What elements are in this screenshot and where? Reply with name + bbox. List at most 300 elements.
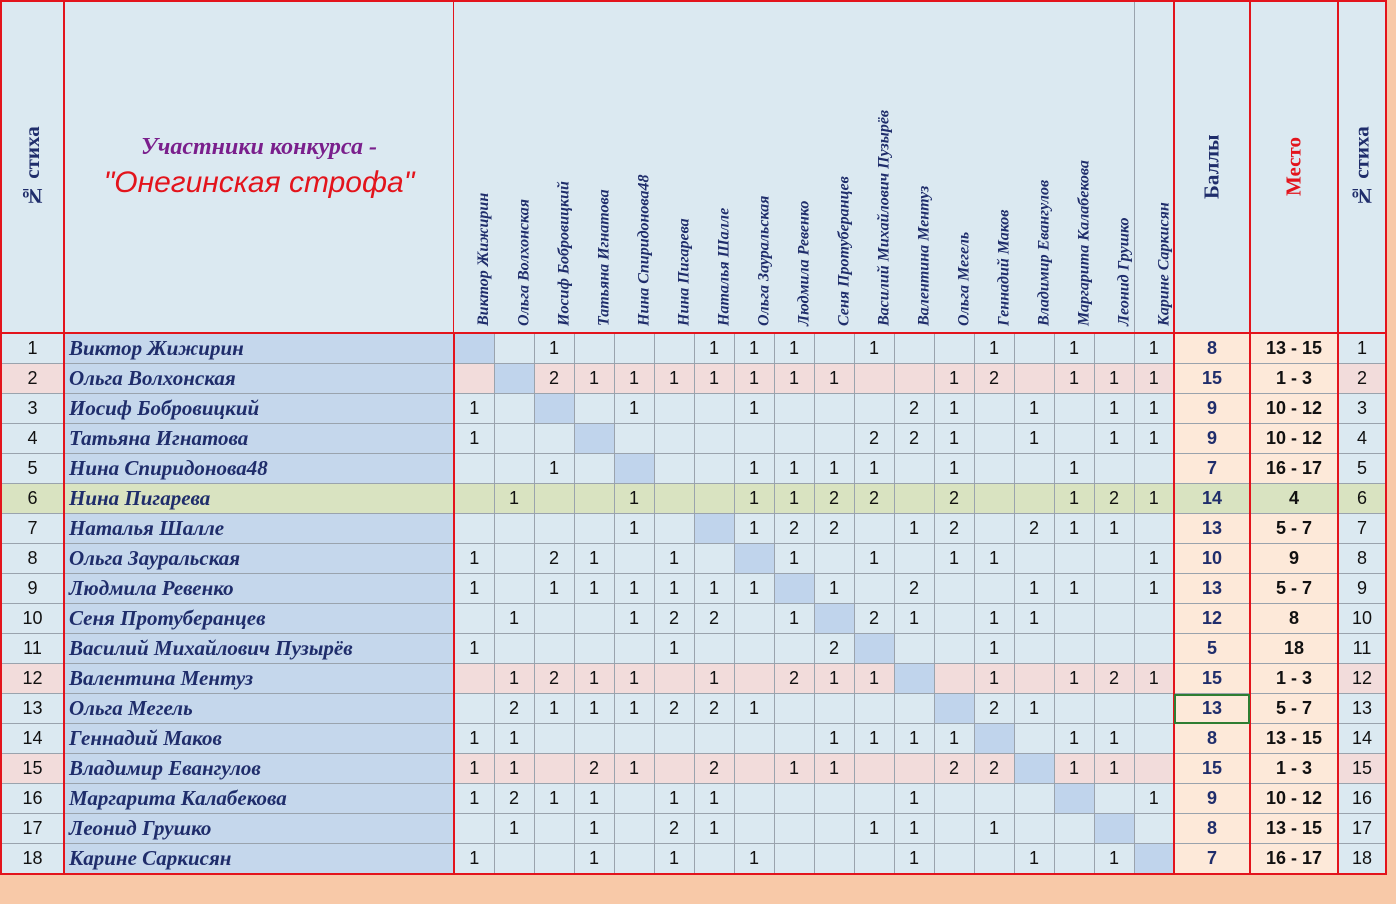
vote-cell[interactable] <box>1014 544 1054 574</box>
row-number-cell[interactable]: 5 <box>1 454 64 484</box>
vote-cell[interactable] <box>974 724 1014 754</box>
vote-cell[interactable] <box>494 364 534 394</box>
vote-cell[interactable]: 1 <box>894 784 934 814</box>
vote-cell[interactable]: 2 <box>814 634 854 664</box>
vote-cell[interactable]: 1 <box>934 394 974 424</box>
vote-cell[interactable] <box>534 604 574 634</box>
vote-cell[interactable] <box>974 574 1014 604</box>
vote-cell[interactable] <box>894 754 934 784</box>
vote-cell[interactable] <box>774 424 814 454</box>
participant-name-cell[interactable]: Владимир Евангулов <box>64 754 454 784</box>
vote-cell[interactable] <box>494 424 534 454</box>
row-number-cell[interactable]: 15 <box>1 754 64 784</box>
row-number-right-cell[interactable]: 3 <box>1338 394 1386 424</box>
vote-cell[interactable] <box>534 514 574 544</box>
score-cell[interactable]: 13 <box>1174 574 1250 604</box>
vote-cell[interactable]: 1 <box>934 544 974 574</box>
vote-cell[interactable]: 1 <box>774 604 814 634</box>
header-participant-14[interactable]: Геннадий Маков <box>974 1 1014 333</box>
vote-cell[interactable] <box>1054 634 1094 664</box>
vote-cell[interactable] <box>1054 424 1094 454</box>
row-number-cell[interactable]: 3 <box>1 394 64 424</box>
vote-cell[interactable]: 1 <box>1134 394 1174 424</box>
vote-cell[interactable]: 1 <box>574 544 614 574</box>
place-cell[interactable]: 1 - 3 <box>1250 364 1338 394</box>
vote-cell[interactable]: 2 <box>894 574 934 604</box>
vote-cell[interactable] <box>734 424 774 454</box>
vote-cell[interactable] <box>454 664 494 694</box>
vote-cell[interactable]: 1 <box>1054 664 1094 694</box>
vote-cell[interactable]: 2 <box>974 364 1014 394</box>
row-number-right-cell[interactable]: 15 <box>1338 754 1386 784</box>
vote-cell[interactable]: 1 <box>974 333 1014 364</box>
vote-cell[interactable]: 2 <box>574 754 614 784</box>
row-number-right-cell[interactable]: 9 <box>1338 574 1386 604</box>
participant-name-cell[interactable]: Иосиф Бобровицкий <box>64 394 454 424</box>
vote-cell[interactable] <box>534 724 574 754</box>
vote-cell[interactable]: 1 <box>734 484 774 514</box>
vote-cell[interactable] <box>854 694 894 724</box>
vote-cell[interactable]: 2 <box>694 604 734 634</box>
vote-cell[interactable]: 1 <box>774 333 814 364</box>
vote-cell[interactable] <box>574 484 614 514</box>
vote-cell[interactable] <box>574 394 614 424</box>
vote-cell[interactable] <box>814 394 854 424</box>
row-number-cell[interactable]: 12 <box>1 664 64 694</box>
vote-cell[interactable] <box>934 844 974 875</box>
vote-cell[interactable]: 1 <box>654 544 694 574</box>
vote-cell[interactable]: 1 <box>814 724 854 754</box>
vote-cell[interactable] <box>1014 484 1054 514</box>
vote-cell[interactable] <box>534 814 574 844</box>
vote-cell[interactable]: 2 <box>934 514 974 544</box>
vote-cell[interactable]: 1 <box>1054 333 1094 364</box>
vote-cell[interactable]: 1 <box>1054 574 1094 604</box>
vote-cell[interactable] <box>1054 814 1094 844</box>
vote-cell[interactable]: 1 <box>814 664 854 694</box>
row-number-right-cell[interactable]: 16 <box>1338 784 1386 814</box>
vote-cell[interactable] <box>854 634 894 664</box>
vote-cell[interactable] <box>894 694 934 724</box>
vote-cell[interactable]: 2 <box>854 484 894 514</box>
row-number-right-cell[interactable]: 4 <box>1338 424 1386 454</box>
vote-cell[interactable] <box>1134 604 1174 634</box>
vote-cell[interactable]: 1 <box>454 784 494 814</box>
vote-cell[interactable]: 1 <box>774 364 814 394</box>
vote-cell[interactable] <box>574 454 614 484</box>
vote-cell[interactable] <box>814 544 854 574</box>
vote-cell[interactable] <box>894 454 934 484</box>
vote-cell[interactable] <box>1094 574 1134 604</box>
vote-cell[interactable] <box>1134 694 1174 724</box>
vote-cell[interactable]: 1 <box>574 844 614 875</box>
vote-cell[interactable]: 1 <box>1054 364 1094 394</box>
participant-name-cell[interactable]: Татьяна Игнатова <box>64 424 454 454</box>
vote-cell[interactable]: 1 <box>974 634 1014 664</box>
vote-cell[interactable] <box>694 484 734 514</box>
vote-cell[interactable]: 1 <box>854 454 894 484</box>
vote-cell[interactable]: 1 <box>1054 484 1094 514</box>
vote-cell[interactable] <box>854 784 894 814</box>
place-cell[interactable]: 13 - 15 <box>1250 333 1338 364</box>
row-number-cell[interactable]: 16 <box>1 784 64 814</box>
vote-cell[interactable] <box>934 694 974 724</box>
place-cell[interactable]: 18 <box>1250 634 1338 664</box>
vote-cell[interactable] <box>574 724 614 754</box>
vote-cell[interactable] <box>814 604 854 634</box>
vote-cell[interactable]: 1 <box>494 604 534 634</box>
vote-cell[interactable]: 2 <box>694 694 734 724</box>
place-cell[interactable]: 9 <box>1250 544 1338 574</box>
vote-cell[interactable] <box>654 514 694 544</box>
vote-cell[interactable] <box>1134 814 1174 844</box>
vote-cell[interactable] <box>854 574 894 604</box>
vote-cell[interactable] <box>1014 814 1054 844</box>
vote-cell[interactable] <box>734 634 774 664</box>
row-number-right-cell[interactable]: 14 <box>1338 724 1386 754</box>
vote-cell[interactable]: 1 <box>654 784 694 814</box>
vote-cell[interactable] <box>694 424 734 454</box>
vote-cell[interactable] <box>734 784 774 814</box>
vote-cell[interactable] <box>454 694 494 724</box>
vote-cell[interactable] <box>654 484 694 514</box>
vote-cell[interactable] <box>774 784 814 814</box>
vote-cell[interactable] <box>934 784 974 814</box>
header-participant-5[interactable]: Нина Спиридонова48 <box>614 1 654 333</box>
header-participant-17[interactable]: Леонид Грушко <box>1094 1 1134 333</box>
vote-cell[interactable] <box>814 424 854 454</box>
row-number-cell[interactable]: 1 <box>1 333 64 364</box>
vote-cell[interactable]: 2 <box>494 694 534 724</box>
vote-cell[interactable]: 1 <box>454 574 494 604</box>
vote-cell[interactable] <box>654 454 694 484</box>
vote-cell[interactable] <box>1094 604 1134 634</box>
vote-cell[interactable]: 1 <box>574 784 614 814</box>
vote-cell[interactable] <box>454 484 494 514</box>
vote-cell[interactable]: 1 <box>694 784 734 814</box>
vote-cell[interactable]: 1 <box>494 724 534 754</box>
vote-cell[interactable]: 1 <box>934 424 974 454</box>
row-number-cell[interactable]: 8 <box>1 544 64 574</box>
vote-cell[interactable] <box>574 604 614 634</box>
vote-cell[interactable]: 1 <box>574 664 614 694</box>
participant-name-cell[interactable]: Карине Саркисян <box>64 844 454 875</box>
vote-cell[interactable] <box>1134 454 1174 484</box>
vote-cell[interactable] <box>734 604 774 634</box>
vote-cell[interactable] <box>614 814 654 844</box>
vote-cell[interactable] <box>974 424 1014 454</box>
vote-cell[interactable] <box>814 694 854 724</box>
vote-cell[interactable] <box>734 724 774 754</box>
header-participant-3[interactable]: Иосиф Бобровицкий <box>534 1 574 333</box>
vote-cell[interactable] <box>454 364 494 394</box>
vote-cell[interactable]: 1 <box>734 364 774 394</box>
vote-cell[interactable]: 1 <box>494 754 534 784</box>
vote-cell[interactable]: 1 <box>894 604 934 634</box>
vote-cell[interactable]: 1 <box>1134 484 1174 514</box>
vote-cell[interactable] <box>934 574 974 604</box>
vote-cell[interactable] <box>734 544 774 574</box>
row-number-cell[interactable]: 2 <box>1 364 64 394</box>
vote-cell[interactable]: 1 <box>1094 514 1134 544</box>
vote-cell[interactable]: 1 <box>1094 364 1134 394</box>
header-participant-15[interactable]: Владимир Евангулов <box>1014 1 1054 333</box>
vote-cell[interactable] <box>974 514 1014 544</box>
vote-cell[interactable] <box>1094 333 1134 364</box>
title-cell[interactable] <box>64 1 454 333</box>
vote-cell[interactable]: 2 <box>694 754 734 784</box>
vote-cell[interactable] <box>934 664 974 694</box>
vote-cell[interactable]: 1 <box>534 784 574 814</box>
score-cell[interactable]: 9 <box>1174 784 1250 814</box>
vote-cell[interactable]: 1 <box>694 364 734 394</box>
row-number-cell[interactable]: 17 <box>1 814 64 844</box>
vote-cell[interactable]: 2 <box>774 664 814 694</box>
vote-cell[interactable] <box>534 424 574 454</box>
vote-cell[interactable] <box>1094 544 1134 574</box>
place-cell[interactable]: 1 - 3 <box>1250 664 1338 694</box>
vote-cell[interactable] <box>774 844 814 875</box>
vote-cell[interactable] <box>974 844 1014 875</box>
header-participant-13[interactable]: Ольга Мегель <box>934 1 974 333</box>
vote-cell[interactable] <box>814 814 854 844</box>
vote-cell[interactable]: 1 <box>1134 424 1174 454</box>
vote-cell[interactable] <box>454 604 494 634</box>
vote-cell[interactable]: 1 <box>574 364 614 394</box>
place-cell[interactable]: 13 - 15 <box>1250 814 1338 844</box>
row-number-cell[interactable]: 4 <box>1 424 64 454</box>
vote-cell[interactable] <box>894 364 934 394</box>
vote-cell[interactable]: 2 <box>814 484 854 514</box>
vote-cell[interactable] <box>534 484 574 514</box>
vote-cell[interactable]: 1 <box>574 574 614 604</box>
vote-cell[interactable] <box>1134 634 1174 664</box>
place-cell[interactable]: 1 - 3 <box>1250 754 1338 784</box>
vote-cell[interactable]: 2 <box>974 694 1014 724</box>
vote-cell[interactable] <box>574 514 614 544</box>
vote-cell[interactable]: 2 <box>494 784 534 814</box>
vote-cell[interactable] <box>494 634 534 664</box>
participant-name-cell[interactable]: Виктор Жижирин <box>64 333 454 364</box>
row-number-right-cell[interactable]: 6 <box>1338 484 1386 514</box>
vote-cell[interactable] <box>614 333 654 364</box>
vote-cell[interactable]: 1 <box>1054 724 1094 754</box>
vote-cell[interactable] <box>694 844 734 875</box>
vote-cell[interactable]: 1 <box>1054 754 1094 784</box>
participant-name-cell[interactable]: Геннадий Маков <box>64 724 454 754</box>
place-cell[interactable]: 16 - 17 <box>1250 844 1338 875</box>
vote-cell[interactable] <box>694 724 734 754</box>
vote-cell[interactable]: 1 <box>694 574 734 604</box>
vote-cell[interactable]: 1 <box>1094 724 1134 754</box>
row-number-right-cell[interactable]: 17 <box>1338 814 1386 844</box>
vote-cell[interactable]: 1 <box>1014 394 1054 424</box>
vote-cell[interactable]: 1 <box>854 544 894 574</box>
score-cell[interactable]: 15 <box>1174 754 1250 784</box>
vote-cell[interactable] <box>1054 694 1094 724</box>
vote-cell[interactable]: 1 <box>974 664 1014 694</box>
vote-cell[interactable] <box>894 333 934 364</box>
vote-cell[interactable]: 1 <box>1134 364 1174 394</box>
place-cell[interactable]: 5 - 7 <box>1250 514 1338 544</box>
vote-cell[interactable] <box>934 814 974 844</box>
vote-cell[interactable] <box>894 634 934 664</box>
vote-cell[interactable]: 1 <box>494 484 534 514</box>
vote-cell[interactable] <box>774 814 814 844</box>
vote-cell[interactable]: 2 <box>1094 484 1134 514</box>
score-cell[interactable]: 15 <box>1174 364 1250 394</box>
vote-cell[interactable] <box>694 454 734 484</box>
vote-cell[interactable]: 1 <box>1094 424 1134 454</box>
participant-name-cell[interactable]: Василий Михайлович Пузырёв <box>64 634 454 664</box>
row-number-cell[interactable]: 13 <box>1 694 64 724</box>
vote-cell[interactable]: 1 <box>454 724 494 754</box>
score-cell[interactable]: 14 <box>1174 484 1250 514</box>
vote-cell[interactable] <box>614 424 654 454</box>
score-cell[interactable]: 12 <box>1174 604 1250 634</box>
vote-cell[interactable] <box>974 394 1014 424</box>
vote-cell[interactable] <box>454 814 494 844</box>
vote-cell[interactable]: 1 <box>854 333 894 364</box>
vote-cell[interactable]: 1 <box>894 844 934 875</box>
vote-cell[interactable]: 1 <box>1134 333 1174 364</box>
vote-cell[interactable]: 1 <box>814 364 854 394</box>
vote-cell[interactable] <box>814 844 854 875</box>
vote-cell[interactable] <box>1054 544 1094 574</box>
vote-cell[interactable] <box>1134 724 1174 754</box>
vote-cell[interactable] <box>1054 784 1094 814</box>
vote-cell[interactable] <box>654 754 694 784</box>
vote-cell[interactable]: 1 <box>694 664 734 694</box>
participant-name-cell[interactable]: Наталья Шалле <box>64 514 454 544</box>
vote-cell[interactable]: 1 <box>1094 754 1134 784</box>
vote-cell[interactable] <box>694 514 734 544</box>
vote-cell[interactable]: 1 <box>654 634 694 664</box>
vote-cell[interactable] <box>774 574 814 604</box>
vote-cell[interactable]: 2 <box>654 604 694 634</box>
vote-cell[interactable] <box>534 754 574 784</box>
vote-cell[interactable] <box>654 333 694 364</box>
vote-cell[interactable]: 1 <box>454 634 494 664</box>
vote-cell[interactable]: 1 <box>454 844 494 875</box>
vote-cell[interactable]: 1 <box>934 454 974 484</box>
place-cell[interactable]: 16 - 17 <box>1250 454 1338 484</box>
place-cell[interactable]: 5 - 7 <box>1250 574 1338 604</box>
vote-cell[interactable] <box>494 454 534 484</box>
vote-cell[interactable] <box>614 634 654 664</box>
participant-name-cell[interactable]: Леонид Грушко <box>64 814 454 844</box>
vote-cell[interactable]: 1 <box>614 364 654 394</box>
row-number-right-cell[interactable]: 11 <box>1338 634 1386 664</box>
vote-cell[interactable] <box>774 634 814 664</box>
vote-cell[interactable]: 1 <box>1014 574 1054 604</box>
score-cell[interactable]: 5 <box>1174 634 1250 664</box>
vote-cell[interactable]: 1 <box>974 814 1014 844</box>
vote-cell[interactable] <box>854 514 894 544</box>
vote-cell[interactable]: 1 <box>454 424 494 454</box>
vote-cell[interactable]: 1 <box>774 754 814 784</box>
header-participant-10[interactable]: Сеня Протуберанцев <box>814 1 854 333</box>
vote-cell[interactable]: 1 <box>974 604 1014 634</box>
vote-cell[interactable] <box>734 814 774 844</box>
participant-name-cell[interactable]: Ольга Мегель <box>64 694 454 724</box>
vote-cell[interactable]: 1 <box>1054 454 1094 484</box>
vote-cell[interactable]: 1 <box>814 574 854 604</box>
vote-cell[interactable]: 1 <box>734 844 774 875</box>
score-cell[interactable]: 13 <box>1174 694 1250 724</box>
header-participant-12[interactable]: Валентина Ментуз <box>894 1 934 333</box>
vote-cell[interactable] <box>774 394 814 424</box>
vote-cell[interactable] <box>894 544 934 574</box>
vote-cell[interactable]: 1 <box>974 544 1014 574</box>
place-cell[interactable]: 10 - 12 <box>1250 394 1338 424</box>
row-number-cell[interactable]: 7 <box>1 514 64 544</box>
vote-cell[interactable] <box>534 844 574 875</box>
place-cell[interactable]: 10 - 12 <box>1250 424 1338 454</box>
vote-cell[interactable] <box>854 364 894 394</box>
vote-cell[interactable]: 2 <box>534 664 574 694</box>
vote-cell[interactable] <box>814 784 854 814</box>
vote-cell[interactable] <box>494 544 534 574</box>
vote-cell[interactable]: 2 <box>894 424 934 454</box>
vote-cell[interactable]: 1 <box>614 574 654 604</box>
row-number-cell[interactable]: 10 <box>1 604 64 634</box>
vote-cell[interactable] <box>454 333 494 364</box>
participant-name-cell[interactable]: Маргарита Калабекова <box>64 784 454 814</box>
vote-cell[interactable] <box>494 514 534 544</box>
vote-cell[interactable]: 1 <box>854 814 894 844</box>
vote-cell[interactable]: 1 <box>1094 394 1134 424</box>
vote-cell[interactable] <box>1094 814 1134 844</box>
vote-cell[interactable]: 2 <box>1094 664 1134 694</box>
vote-cell[interactable] <box>454 514 494 544</box>
vote-cell[interactable] <box>574 333 614 364</box>
vote-cell[interactable] <box>1094 694 1134 724</box>
vote-cell[interactable] <box>734 754 774 784</box>
vote-cell[interactable] <box>1094 784 1134 814</box>
vote-cell[interactable]: 1 <box>1014 424 1054 454</box>
vote-cell[interactable]: 1 <box>1014 844 1054 875</box>
row-number-right-cell[interactable]: 13 <box>1338 694 1386 724</box>
participant-name-cell[interactable]: Нина Спиридонова48 <box>64 454 454 484</box>
vote-cell[interactable]: 1 <box>574 694 614 724</box>
vote-cell[interactable]: 1 <box>574 814 614 844</box>
vote-cell[interactable] <box>854 844 894 875</box>
vote-cell[interactable]: 2 <box>814 514 854 544</box>
vote-cell[interactable] <box>814 333 854 364</box>
vote-cell[interactable]: 1 <box>654 364 694 394</box>
row-number-right-cell[interactable]: 18 <box>1338 844 1386 875</box>
vote-cell[interactable] <box>934 333 974 364</box>
vote-cell[interactable] <box>534 394 574 424</box>
vote-cell[interactable] <box>934 604 974 634</box>
vote-cell[interactable]: 1 <box>934 724 974 754</box>
vote-cell[interactable]: 1 <box>734 394 774 424</box>
header-participant-7[interactable]: Наталья Шалле <box>694 1 734 333</box>
vote-cell[interactable]: 1 <box>694 814 734 844</box>
row-number-right-cell[interactable]: 10 <box>1338 604 1386 634</box>
vote-cell[interactable] <box>1014 333 1054 364</box>
score-cell[interactable]: 8 <box>1174 333 1250 364</box>
row-number-right-cell[interactable]: 5 <box>1338 454 1386 484</box>
vote-cell[interactable]: 1 <box>894 514 934 544</box>
vote-cell[interactable] <box>614 544 654 574</box>
place-cell[interactable]: 4 <box>1250 484 1338 514</box>
vote-cell[interactable]: 2 <box>894 394 934 424</box>
vote-cell[interactable]: 1 <box>614 754 654 784</box>
vote-cell[interactable] <box>494 394 534 424</box>
participant-name-cell[interactable]: Сеня Протуберанцев <box>64 604 454 634</box>
